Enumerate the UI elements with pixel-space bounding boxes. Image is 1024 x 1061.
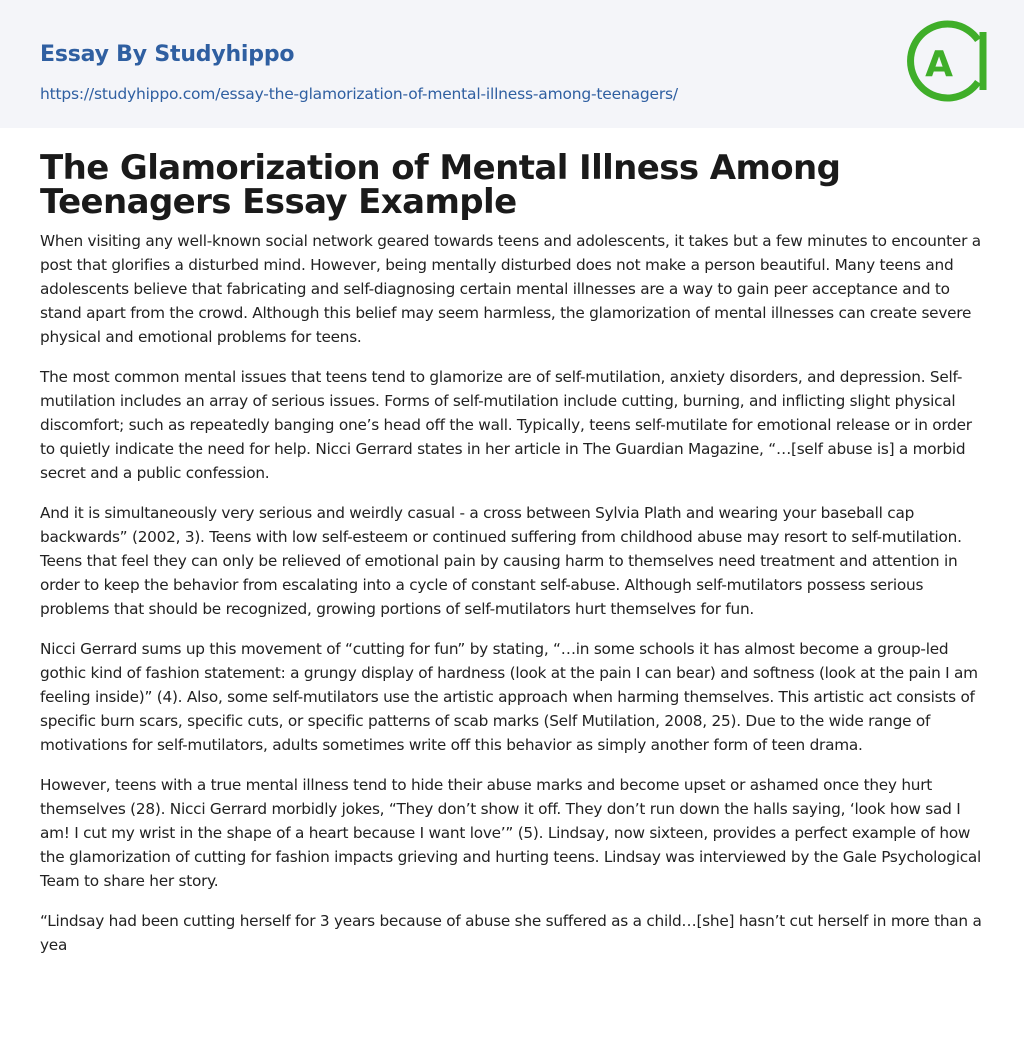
logo-letter: A [925,44,953,85]
article-paragraph: However, teens with a true mental illness tend to hide their abuse marks and become upset or ashamed once they hurt themselves (28). Nicci Gerrard morbidly jokes, “They don’t show it off. They don’t run down the halls saying, ‘look how sad I am! I cut my wrist in the shape of a heart because I want love’” (5). Lindsay, now sixteen, provides a perfect example of how the glamorization of cutting for fashion impacts grieving and hurting teens. Lindsay was interviewed by the Gale Psychological Team to share her story. [40,776,982,890]
site-brand[interactable]: Essay By Studyhippo [40,42,295,67]
article-paragraph: Nicci Gerrard sums up this movement of “cutting for fun” by stating, “…in some schools it has almost become a group-led gothic kind of fashion statement: a grungy display of hardness (look at the pain I can bear) and softness (look at the pain I am feeling inside)” (4). Also, some self-mutilators use the artistic approach when harming themselves. This artistic act consists of specific burn scars, specific cuts, or specific patterns of scab marks (Self Mutilation, 2008, 25). Due to the wide range of motivations for self-mutilators, adults sometimes write off this behavior as simply another form of teen drama. [40,640,978,754]
site-header [0,0,1024,128]
article-paragraph: “Lindsay had been cutting herself for 3 years because of abuse she suffered as a child…[she] hasn’t cut herself in more than a yea [40,912,982,954]
article-paragraph: The most common mental issues that teens tend to glamorize are of self-mutilation, anxiety disorders, and depression. Self-mutilation includes an array of serious issues. Forms of self-mutilation include cutting, burning, and inflicting slight physical discomfort; such as repeatedly banging one’s head off the wall. Typically, teens self-mutilate for emotional release or in order to quietly indicate the need for help. Nicci Gerrard states in her article in The Guardian Magazine, “…[self abuse is] a morbid secret and a public confession. [40,368,972,482]
source-url-link[interactable]: https://studyhippo.com/essay-the-glamorization-of-mental-illness-among-teenagers/ [40,85,678,103]
page-title: The Glamorization of Mental Illness Among Teenagers Essay Example [40,148,841,222]
article [40,148,986,973]
studyhippo-logo-icon[interactable] [904,16,990,108]
article-paragraph: And it is simultaneously very serious and weirdly casual - a cross between Sylvia Plath and wearing your baseball cap backwards” (2002, 3). Teens with low self-esteem or continued suffering from childhood abuse may resort to self-mutilation. Teens that feel they can only be relieved of emotional pain by causing harm to themselves need treatment and attention in order to keep the behavior from escalating into a cycle of constant self-abuse. Although self-mutilators possess serious problems that should be recognized, growing portions of self-mutilators hurt themselves for fun. [40,504,962,618]
article-paragraph: When visiting any well-known social network geared towards teens and adolescents, it takes but a few minutes to encounter a post that glorifies a disturbed mind. However, being mentally disturbed does not make a person beautiful. Many teens and adolescents believe that fabricating and self-diagnosing certain mental illnesses are a way to gain peer acceptance and to stand apart from the crowd. Although this belief may seem harmless, the glamorization of mental illnesses can create severe physical and emotional problems for teens. [40,232,981,346]
